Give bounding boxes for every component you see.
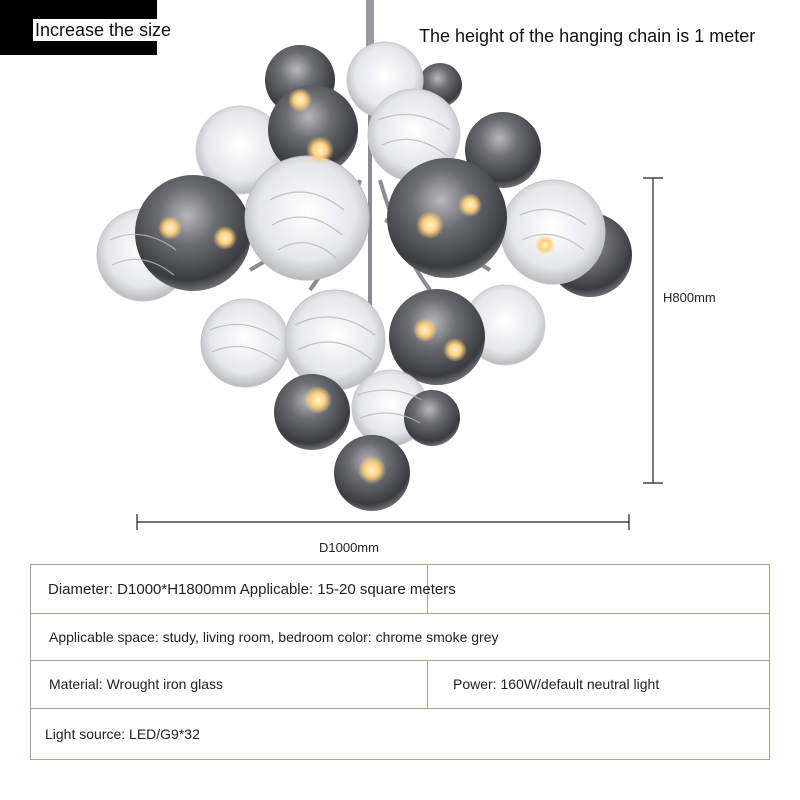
glass-globes xyxy=(97,42,632,511)
size-badge xyxy=(0,0,172,55)
height-dimension-line xyxy=(643,178,663,483)
size-badge-label: Increase the size xyxy=(35,20,172,40)
spec-divider xyxy=(427,660,428,708)
spec-row-material xyxy=(31,660,769,709)
spec-table xyxy=(30,564,770,760)
diameter-label: D1000mm xyxy=(319,540,379,555)
spec-diameter: Diameter: D1000*H1800mm Applicable: 15-20 square meters xyxy=(48,580,456,598)
spec-material: Material: Wrought iron glass xyxy=(49,676,224,692)
spec-space-color: Applicable space: study, living room, bedroom color: chrome smoke grey xyxy=(49,628,499,645)
spec-row-light xyxy=(31,708,769,759)
spec-light-source: Light source: LED/G9*32 xyxy=(45,725,200,742)
spec-row-diameter xyxy=(31,565,769,614)
spec-power: Power: 160W/default neutral light xyxy=(453,676,660,692)
height-label: H800mm xyxy=(663,290,716,305)
chain-height-note: The height of the hanging chain is 1 meter xyxy=(419,26,756,46)
spec-row-space xyxy=(31,613,769,661)
diameter-dimension-line xyxy=(137,514,629,530)
